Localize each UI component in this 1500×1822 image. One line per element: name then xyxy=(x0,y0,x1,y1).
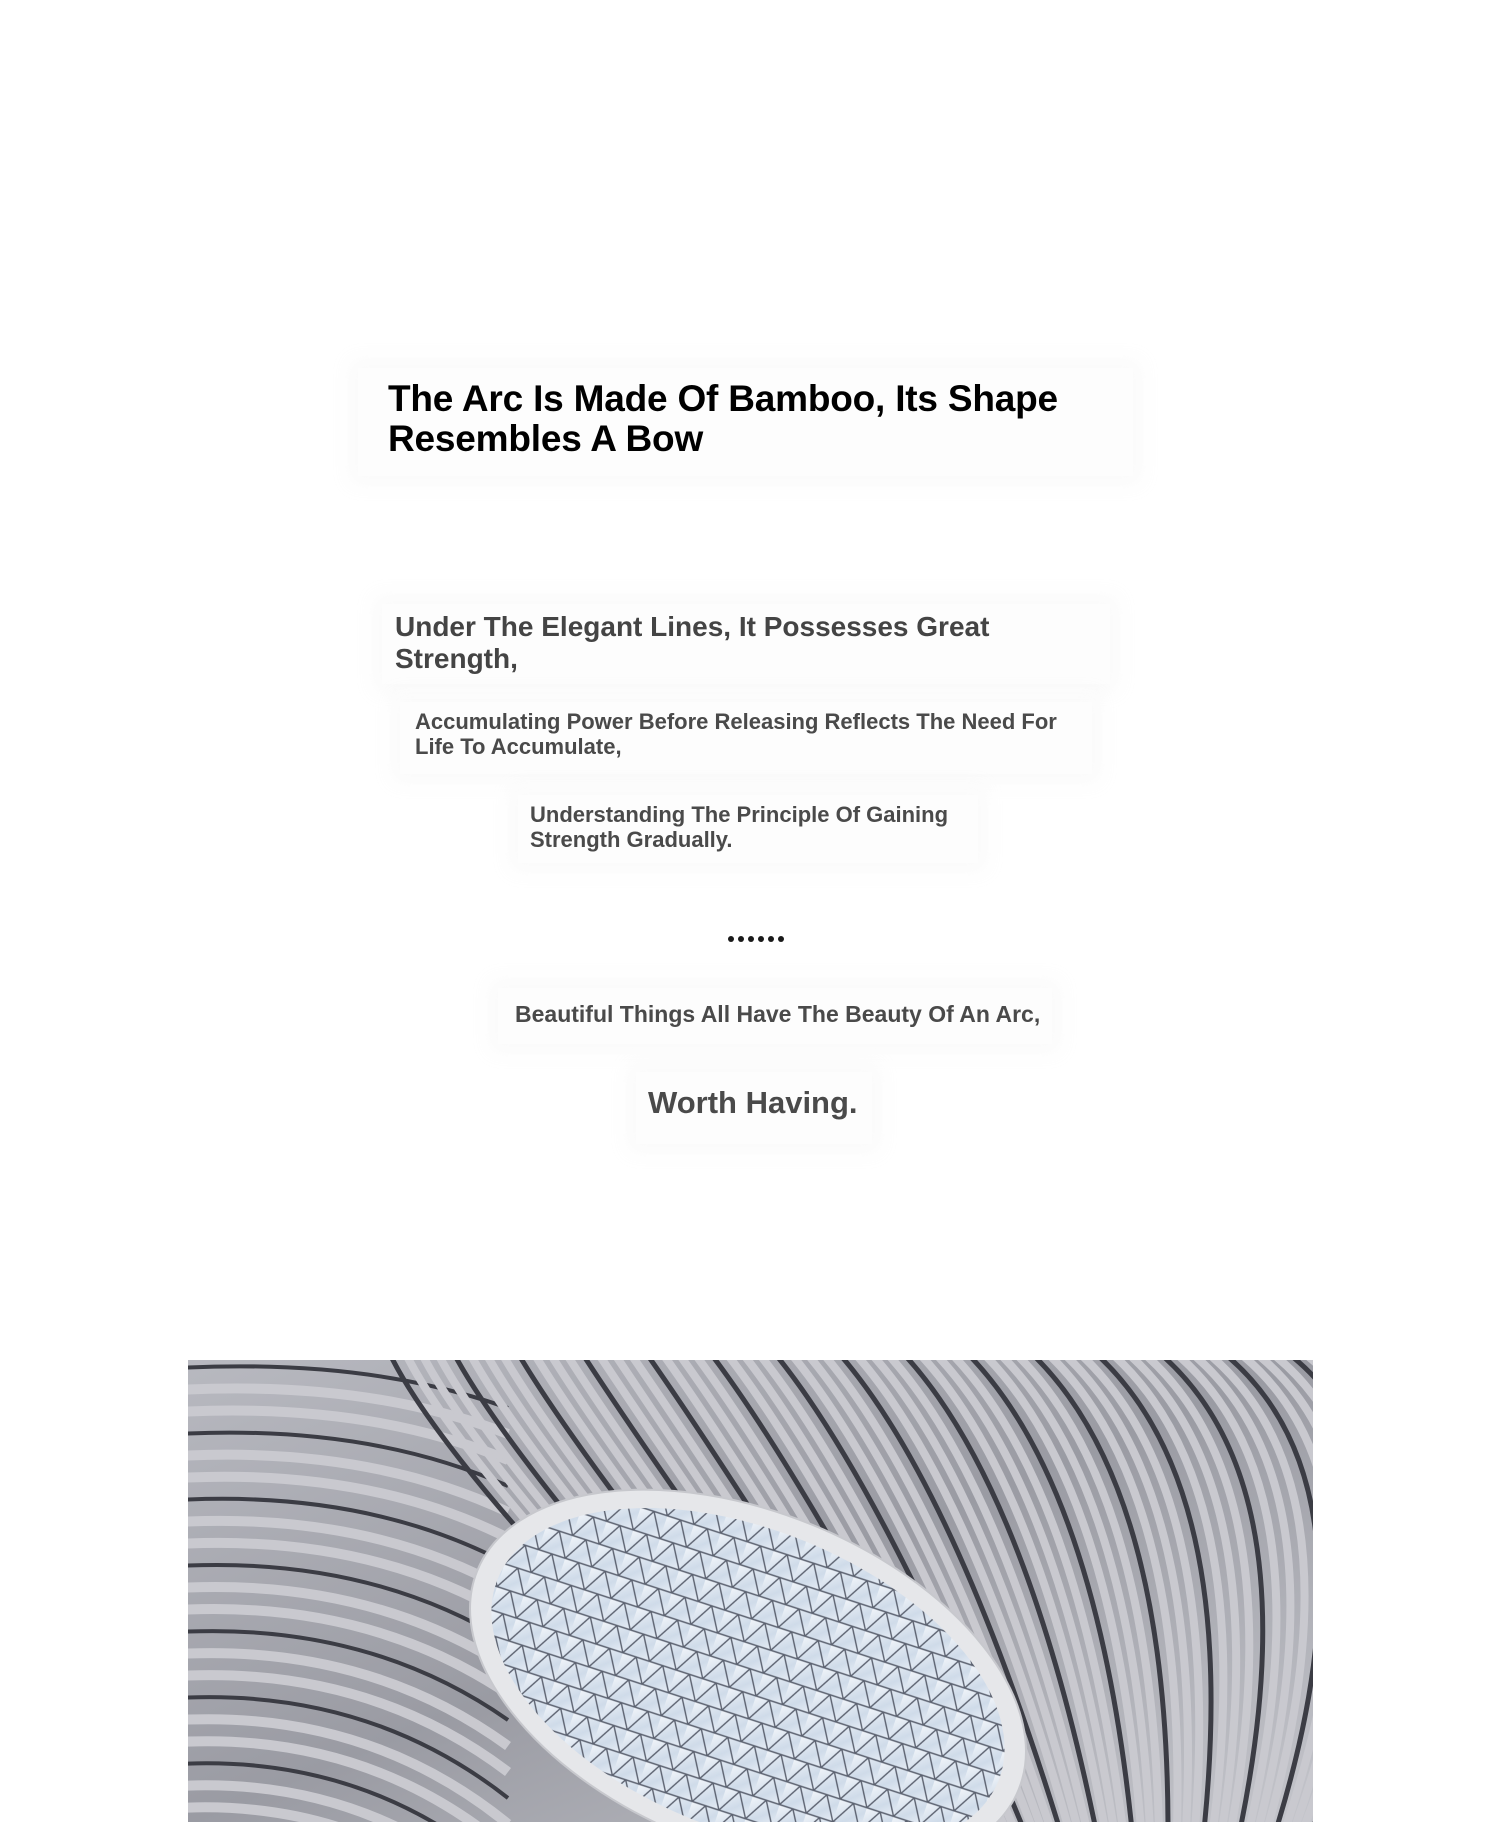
separator-dot xyxy=(768,936,774,942)
subheading-1 xyxy=(395,611,989,675)
subheading-2-line-2: Life To Accumulate, xyxy=(415,734,622,759)
subheading-3-line-2: Strength Gradually. xyxy=(530,827,733,852)
separator-dot xyxy=(758,936,764,942)
subheading-3 xyxy=(530,802,948,852)
subheading-1-line-2: Strength, xyxy=(395,643,518,674)
ceiling-illustration xyxy=(188,1360,1313,1822)
closing-line: Worth Having. xyxy=(648,1085,858,1120)
subheading-3-line-1: Understanding The Principle Of Gaining xyxy=(530,802,949,827)
separator-dot xyxy=(738,936,744,942)
article-title xyxy=(388,379,1058,459)
article-title-line-1: The Arc Is Made Of Bamboo, Its Shape xyxy=(388,378,1058,419)
article-title-line-2: Resembles A Bow xyxy=(388,418,704,459)
architecture-photo xyxy=(188,1360,1313,1822)
subheading-1-line-1: Under The Elegant Lines, It Possesses Great xyxy=(395,611,990,642)
subheading-2 xyxy=(415,709,1057,759)
separator-dot xyxy=(728,936,734,942)
dot-separator xyxy=(728,929,808,949)
subheading-2-line-1: Accumulating Power Before Releasing Reflects The Need For xyxy=(415,709,1057,734)
statement-line: Beautiful Things All Have The Beauty Of An Arc, xyxy=(515,1001,1041,1027)
separator-dot xyxy=(748,936,754,942)
separator-dot xyxy=(778,936,784,942)
